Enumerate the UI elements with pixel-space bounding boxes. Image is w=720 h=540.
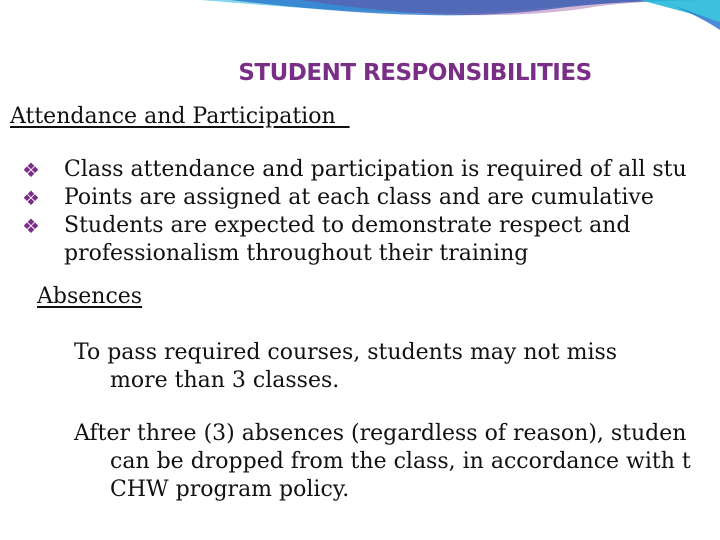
bullet-text-line: Students are expected to demonstrate respect and — [64, 213, 631, 238]
list-item — [22, 156, 720, 184]
diamond-clover-icon: ❖ — [22, 186, 40, 210]
diamond-clover-icon: ❖ — [22, 158, 40, 182]
section-heading-absences: Absences — [37, 284, 143, 309]
list-item — [22, 184, 720, 212]
paragraph-line: can be dropped from the class, in accordance with t — [110, 449, 691, 474]
header-swoosh-decoration — [0, 0, 720, 60]
paragraph-line: After three (3) absences (regardless of reason), studen — [74, 421, 687, 446]
attendance-bullet-list — [22, 156, 720, 268]
list-item — [22, 212, 720, 268]
absence-policy-paragraph-1 — [74, 339, 617, 395]
bullet-text-line: professionalism throughout their training — [64, 241, 529, 266]
paragraph-line: To pass required courses, students may not miss — [74, 340, 618, 365]
paragraph-line: CHW program policy. — [110, 477, 350, 502]
section-heading-attendance: Attendance and Participation — [10, 104, 350, 129]
bullet-text-line: Points are assigned at each class and are cumulative — [64, 185, 654, 210]
diamond-clover-icon: ❖ — [22, 214, 40, 238]
paragraph-line: more than 3 classes. — [110, 368, 340, 393]
bullet-text-line: Class attendance and participation is required of all stu — [64, 157, 687, 182]
page-title: STUDENT RESPONSIBILITIES — [238, 60, 592, 86]
absence-policy-paragraph-2 — [74, 420, 691, 504]
